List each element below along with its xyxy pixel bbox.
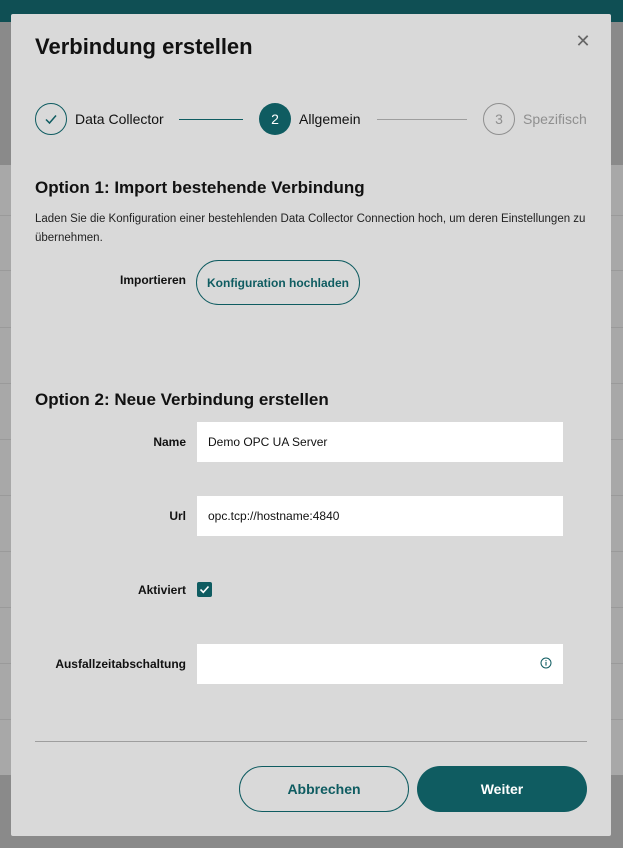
cancel-button[interactable]: Abbrechen (239, 766, 409, 812)
option1-heading: Option 1: Import bestehende Verbindung (35, 178, 365, 197)
close-icon[interactable]: ✕ (575, 31, 591, 51)
upload-config-button[interactable]: Konfiguration hochladen (196, 260, 360, 305)
step-allgemein (259, 103, 360, 135)
create-connection-dialog (11, 14, 611, 836)
step-data-collector (35, 103, 164, 135)
name-input[interactable] (197, 422, 563, 462)
enabled-checkbox[interactable] (197, 582, 212, 597)
step-label: Allgemein (299, 111, 361, 127)
name-label: Name (153, 435, 186, 449)
step-label: Data Collector (75, 111, 164, 127)
url-label: Url (169, 509, 186, 523)
import-label: Importieren (119, 273, 186, 287)
step-label: Spezifisch (523, 111, 587, 127)
url-input[interactable] (197, 496, 563, 536)
dialog-title: Verbindung erstellen (35, 34, 253, 59)
downtime-input[interactable] (197, 644, 563, 684)
check-icon (199, 584, 210, 595)
step-check-icon (35, 103, 67, 135)
next-button[interactable]: Weiter (417, 766, 587, 812)
info-icon[interactable] (540, 657, 552, 669)
option1-description: Laden Sie die Konfiguration einer bestehlenden Data Collector Connection hoch, um deren Einstellungen zu übernehmen. (35, 213, 586, 244)
enabled-label: Aktiviert (137, 583, 186, 597)
step-number: 3 (483, 103, 515, 135)
option2-heading: Option 2: Neue Verbindung erstellen (35, 390, 329, 409)
step-spezifisch (483, 103, 587, 135)
step-connector (377, 119, 467, 120)
footer-divider (35, 741, 587, 742)
step-number: 2 (259, 103, 291, 135)
step-connector (179, 119, 243, 120)
downtime-label: Ausfallzeitabschaltung (55, 657, 186, 671)
